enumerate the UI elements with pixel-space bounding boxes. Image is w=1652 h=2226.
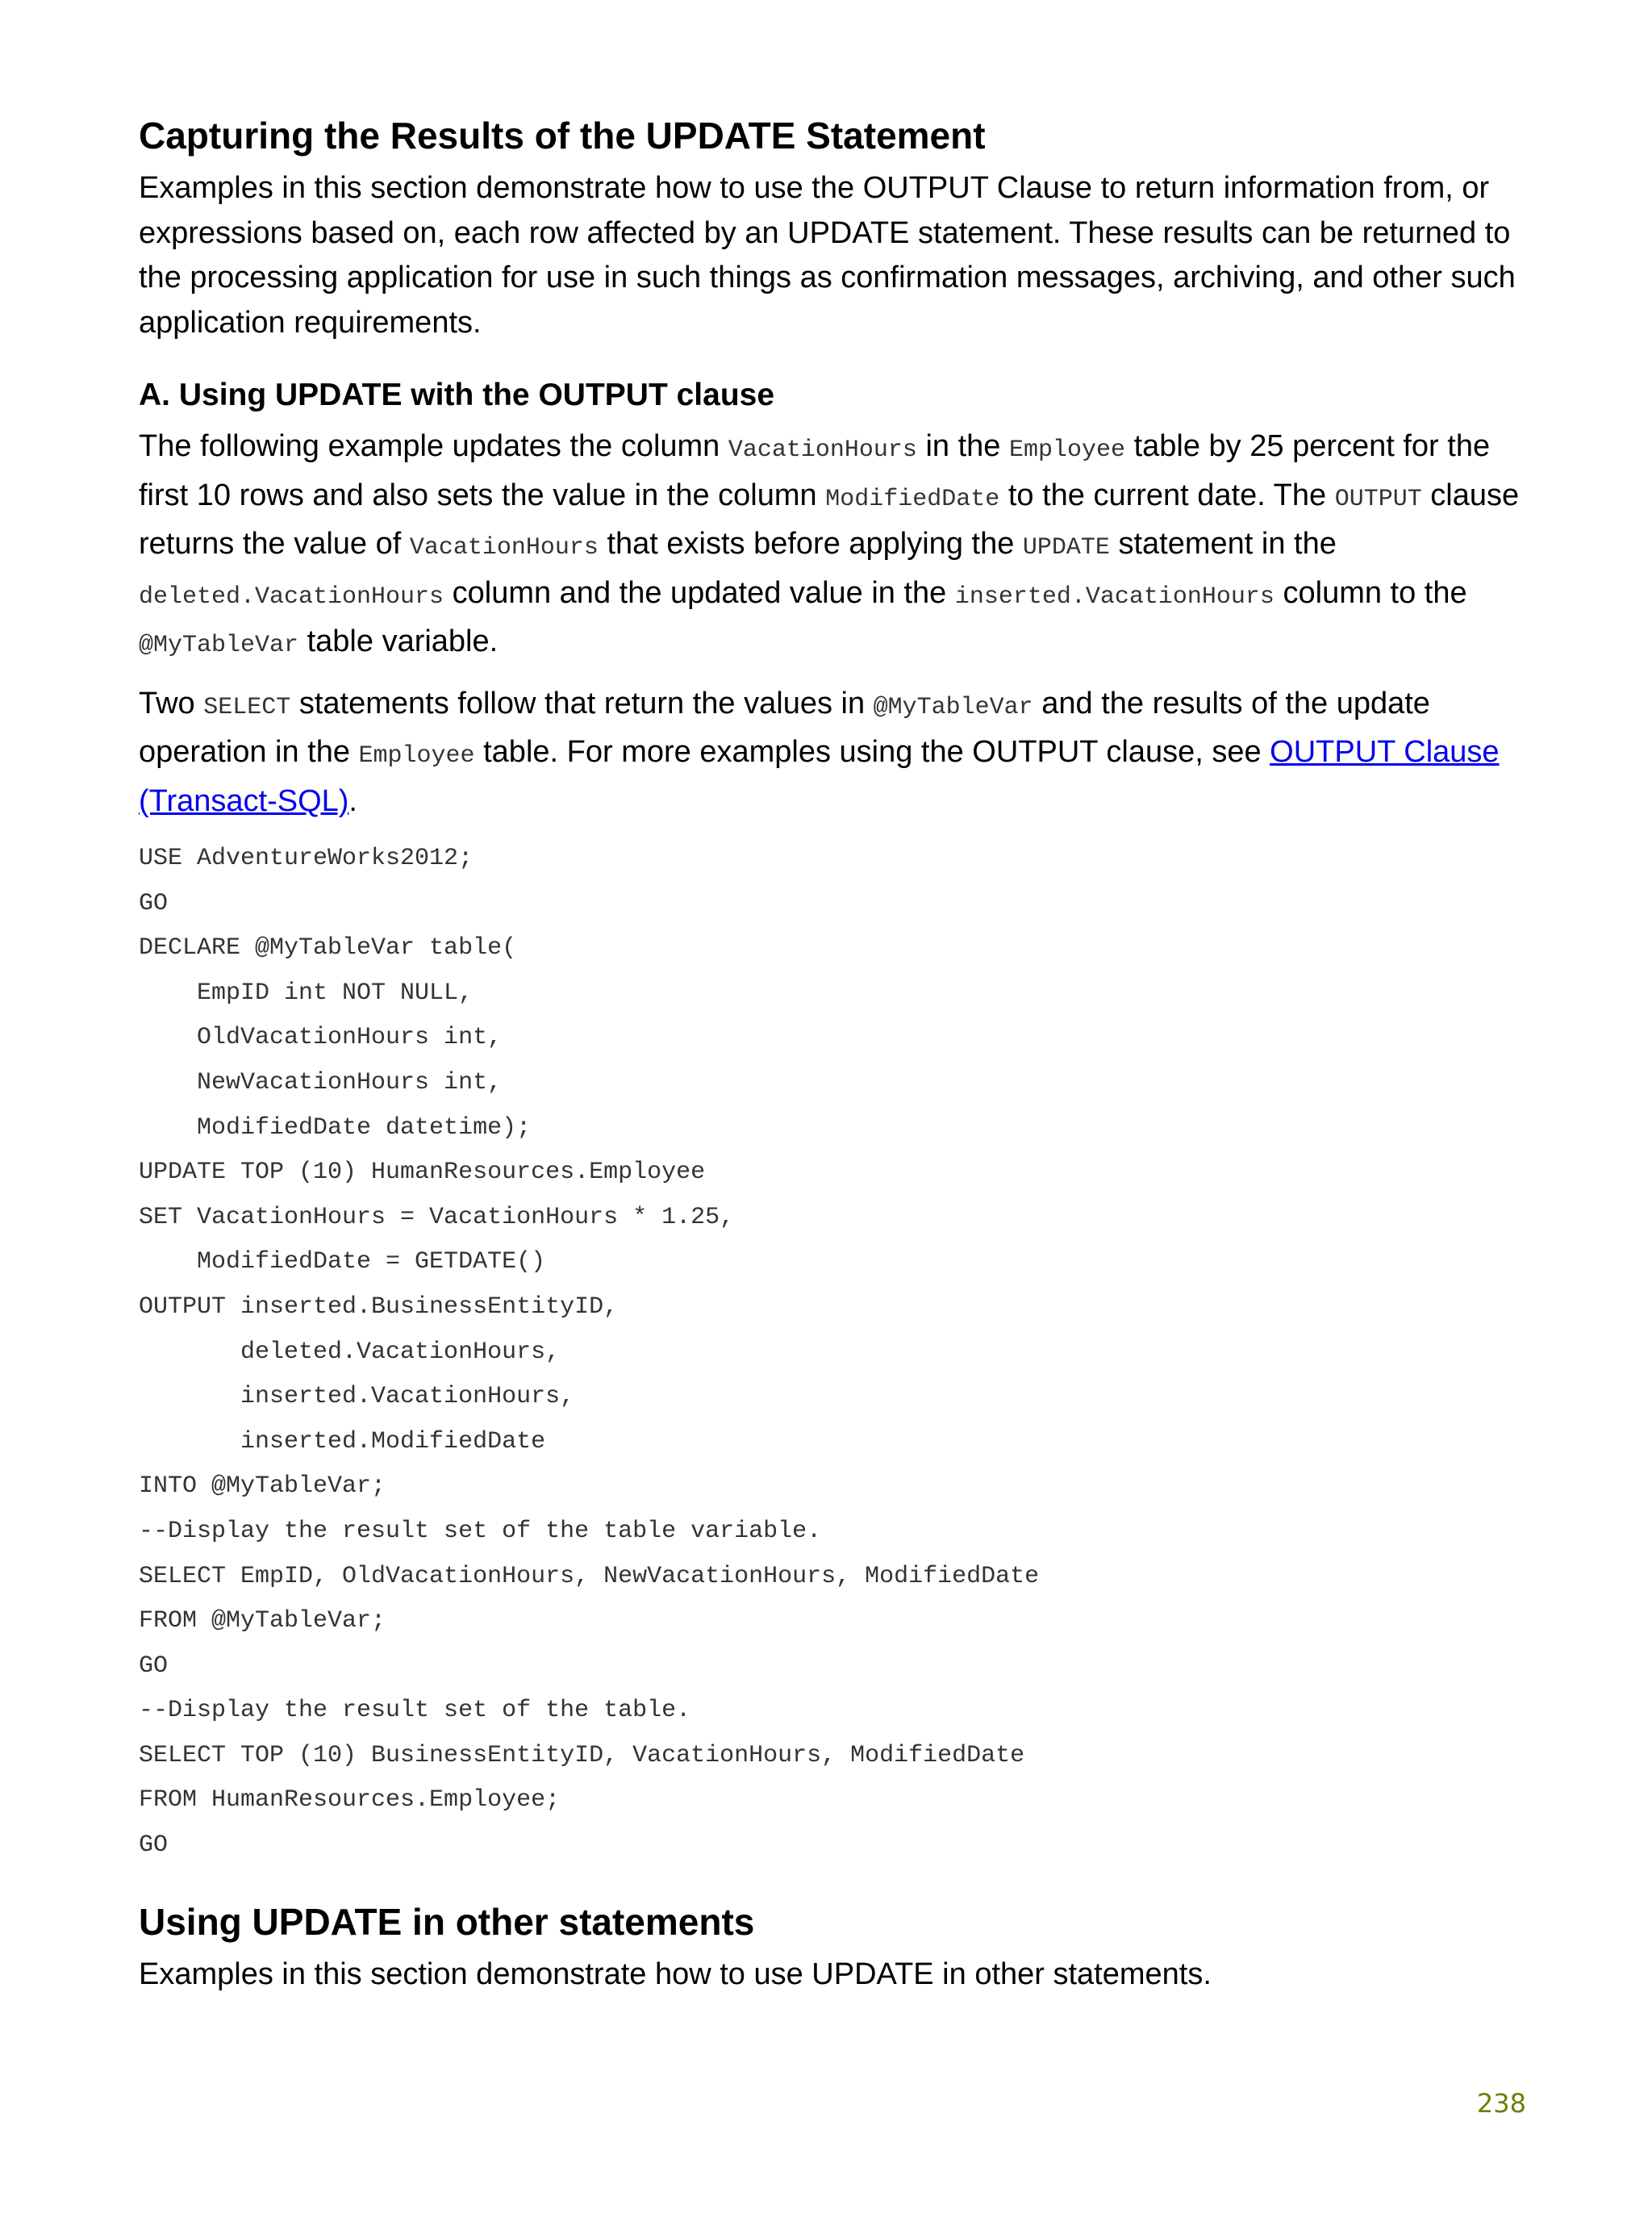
code-block — [139, 837, 1534, 1869]
output-clause-link[interactable]: OUTPUT Clause (Transact-SQL) — [139, 735, 1500, 818]
code-line: FROM @MyTableVar; — [139, 1607, 386, 1635]
code-line: USE AdventureWorks2012; — [139, 845, 473, 872]
text-run: and the results of the update operation in the — [139, 686, 1430, 769]
paragraph-update-example-description — [139, 424, 1534, 669]
inline-code: ModifiedDate — [825, 485, 1000, 513]
document-page — [139, 110, 1534, 2010]
subsection-heading-using-update-output: A. Using UPDATE with the OUTPUT clause — [139, 378, 775, 412]
code-line: FROM HumanResources.Employee; — [139, 1786, 561, 1815]
code-line: EmpID int NOT NULL, — [139, 979, 473, 1007]
section-intro-capturing-results: Examples in this section demonstrate how to use the OUTPUT Clause to return information from, or expressions based on, each row affected by an UPDATE statement. These results can be returned to the processing application for use in such things as confirmation messages, archiving, and other such application requirements. — [139, 171, 1516, 340]
inline-code: VacationHours — [409, 534, 599, 562]
inline-code: VacationHours — [728, 436, 917, 464]
code-line: --Display the result set of the table variable. — [139, 1517, 822, 1545]
code-line: SET VacationHours = VacationHours * 1.25, — [139, 1203, 735, 1231]
inline-code: @MyTableVar — [873, 693, 1033, 721]
inline-code: Employee — [1009, 436, 1126, 464]
code-line: inserted.ModifiedDate — [139, 1427, 546, 1455]
code-line: --Display the result set of the table. — [139, 1697, 691, 1725]
text-run: in the — [916, 429, 1009, 463]
text-run: table variable. — [298, 624, 499, 658]
code-line: INTO @MyTableVar; — [139, 1472, 386, 1501]
text-run: statement in the — [1109, 527, 1337, 561]
text-run: clause returns the value of — [139, 478, 1520, 561]
code-line: SELECT TOP (10) BusinessEntityID, VacationHours, ModifiedDate — [139, 1741, 1025, 1769]
text-run: column and the updated value in the — [444, 575, 955, 610]
code-line: GO — [139, 1831, 169, 1860]
section-heading-capturing-results: Capturing the Results of the UPDATE Statement — [139, 115, 986, 157]
text-run: . — [348, 783, 357, 818]
section-intro-using-update-other: Examples in this section demonstrate how to use UPDATE in other statements. — [139, 1957, 1212, 1991]
code-line: GO — [139, 889, 169, 917]
code-line: inserted.VacationHours, — [139, 1383, 575, 1411]
code-line: GO — [139, 1652, 169, 1680]
code-line: UPDATE TOP (10) HumanResources.Employee — [139, 1159, 706, 1187]
page-number: 238 — [1476, 2088, 1526, 2119]
code-line: ModifiedDate = GETDATE() — [139, 1248, 546, 1276]
inline-code: inserted.VacationHours — [954, 583, 1274, 611]
paragraph-select-statements-description — [139, 682, 1534, 825]
code-line: SELECT EmpID, OldVacationHours, NewVacationHours, ModifiedDate — [139, 1562, 1040, 1590]
code-line: OldVacationHours int, — [139, 1024, 503, 1052]
text-run: table. For more examples using the OUTPUT clause, see — [474, 735, 1270, 769]
inline-code: @MyTableVar — [139, 632, 299, 659]
inline-code: deleted.VacationHours — [139, 583, 444, 611]
code-line: DECLARE @MyTableVar table( — [139, 934, 517, 963]
inline-code: SELECT — [203, 693, 291, 721]
code-line: OUTPUT inserted.BusinessEntityID, — [139, 1293, 619, 1321]
text-run: that exists before applying the — [598, 527, 1023, 561]
code-line: NewVacationHours int, — [139, 1068, 503, 1096]
inline-code: UPDATE — [1022, 534, 1110, 562]
text-run: The following example updates the column — [139, 429, 728, 463]
inline-code: OUTPUT — [1334, 485, 1422, 513]
text-run: column to the — [1274, 575, 1467, 610]
inline-code: Employee — [358, 742, 475, 770]
text-run: statements follow that return the values in — [290, 686, 874, 720]
code-line: ModifiedDate datetime); — [139, 1113, 532, 1142]
text-run: to the current date. The — [999, 478, 1335, 512]
text-run: table by 25 percent for the first 10 rows and also sets the value in the column — [139, 429, 1491, 512]
section-heading-using-update-other: Using UPDATE in other statements — [139, 1900, 755, 1943]
code-line: deleted.VacationHours, — [139, 1338, 561, 1366]
text-run: Two — [139, 686, 204, 720]
